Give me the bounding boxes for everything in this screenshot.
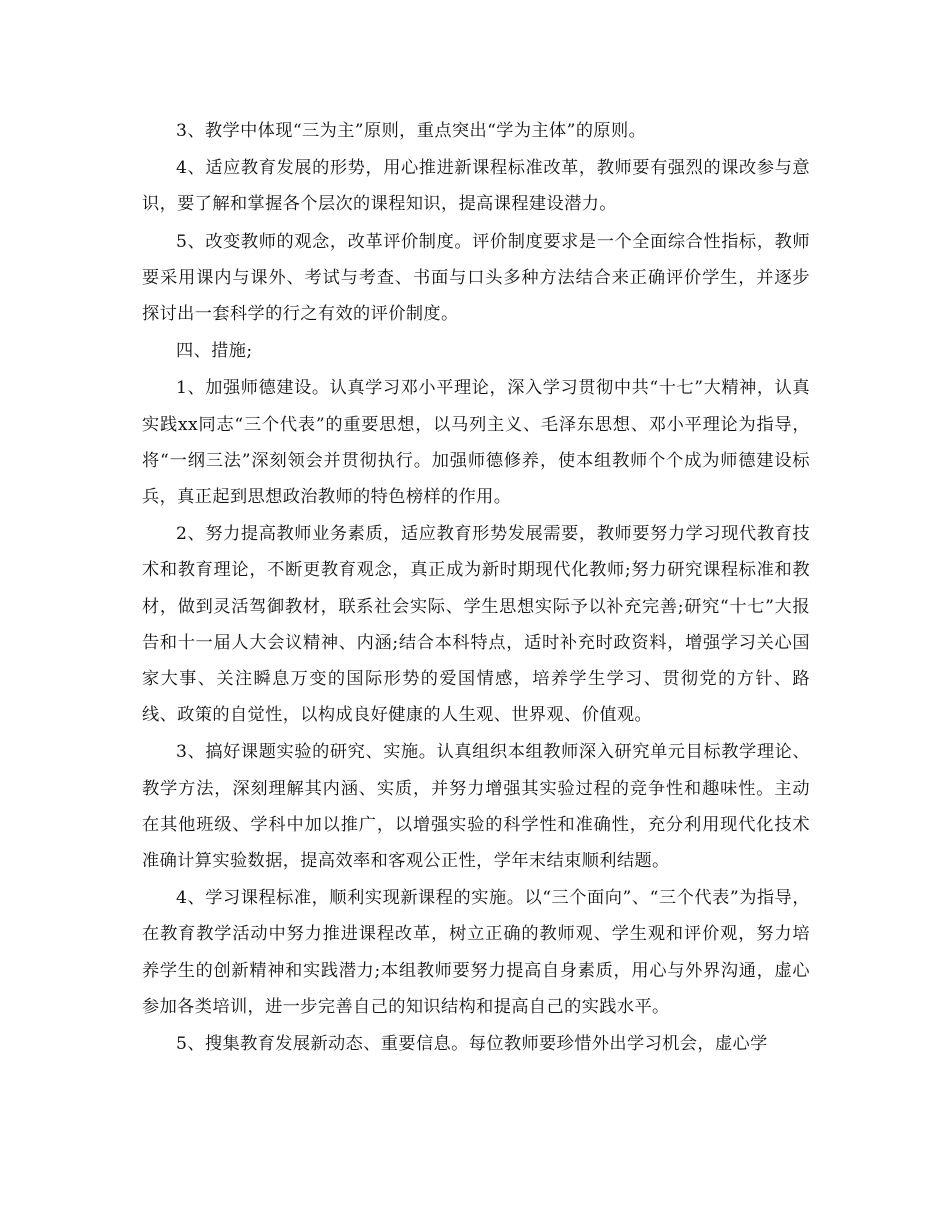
paragraph-measure-4: 4、学习课程标准，顺利实现新课程的实施。以“三个面向”、“三个代表”为指导，在教育教学活动中努力推进课程改革，树立正确的教师观、学生观和评价观，努力培养学生的创新精神和实践潜力;本组教师要努力提高自身素质，用心与外界沟通，虚心参加各类培训，进一步完善自己的知识结构和提高自己的实践水平。 [142,888,810,1017]
paragraph-principle-5: 5、改变教师的观念，改革评价制度。评价制度要求是一个全面综合性指标，教师要采用课内与课外、考试与考查、书面与口头多种方法结合来正确评价学生，并逐步探讨出一套科学的行之有效的评价制度。 [142,231,810,325]
paragraph-measure-5: 5、搜集教育发展新动态、重要信息。每位教师要珍惜外出学习机会，虚心学 [176,1034,768,1055]
section-heading-measures: 四、措施; [176,341,253,362]
paragraph-measure-2: 2、努力提高教师业务素质，适应教育形势发展需要，教师要努力学习现代教育技术和教育理论，不断更教育观念，真正成为新时期现代化教师;努力研究课程标准和教材，做到灵活驾御教材，联系社会实际、学生思想实际予以补充完善;研究“十七”大报告和十一届人大会议精神、内涵;结合本科特点，适时补充时政资料，增强学习关心国家大事、关注瞬息万变的国际形势的爱国情感，培养学生学习、贯彻党的方针、路线、政策的自觉性，以构成良好健康的人生观、世界观、价值观。 [142,524,810,726]
paragraph-measure-3: 3、搞好课题实验的研究、实施。认真组织本组教师深入研究单元目标教学理论、教学方法，深刻理解其内涵、实质，并努力增强其实验过程的竞争性和趣味性。主动在其他班级、学科中加以推广，以增强实验的科学性和准确性，充分利用现代化技术准确计算实验数据，提高效率和客观公正性，学年末结束顺利结题。 [142,742,810,872]
paragraph-principle-3: 3、教学中体现“三为主”原则，重点突出“学为主体”的原则。 [176,121,647,141]
paragraph-measure-1: 1、加强师德建设。认真学习邓小平理论，深入学习贯彻中共“十七”大精神，认真实践xx同志“三个代表”的重要思想，以马列主义、毛泽东思想、邓小平理论为指导，将“一纲三法”深刻领会并贯彻执行。加强师德修养，使本组教师个个成为师德建设标兵，真正起到思想政治教师的特色榜样的作用。 [142,378,810,508]
document-body [142,113,810,1063]
paragraph-principle-4: 4、适应教育发展的形势，用心推进新课程标准改革，教师要有强烈的课改参与意识，要了解和掌握各个层次的课程知识，提高课程建设潜力。 [142,158,810,215]
